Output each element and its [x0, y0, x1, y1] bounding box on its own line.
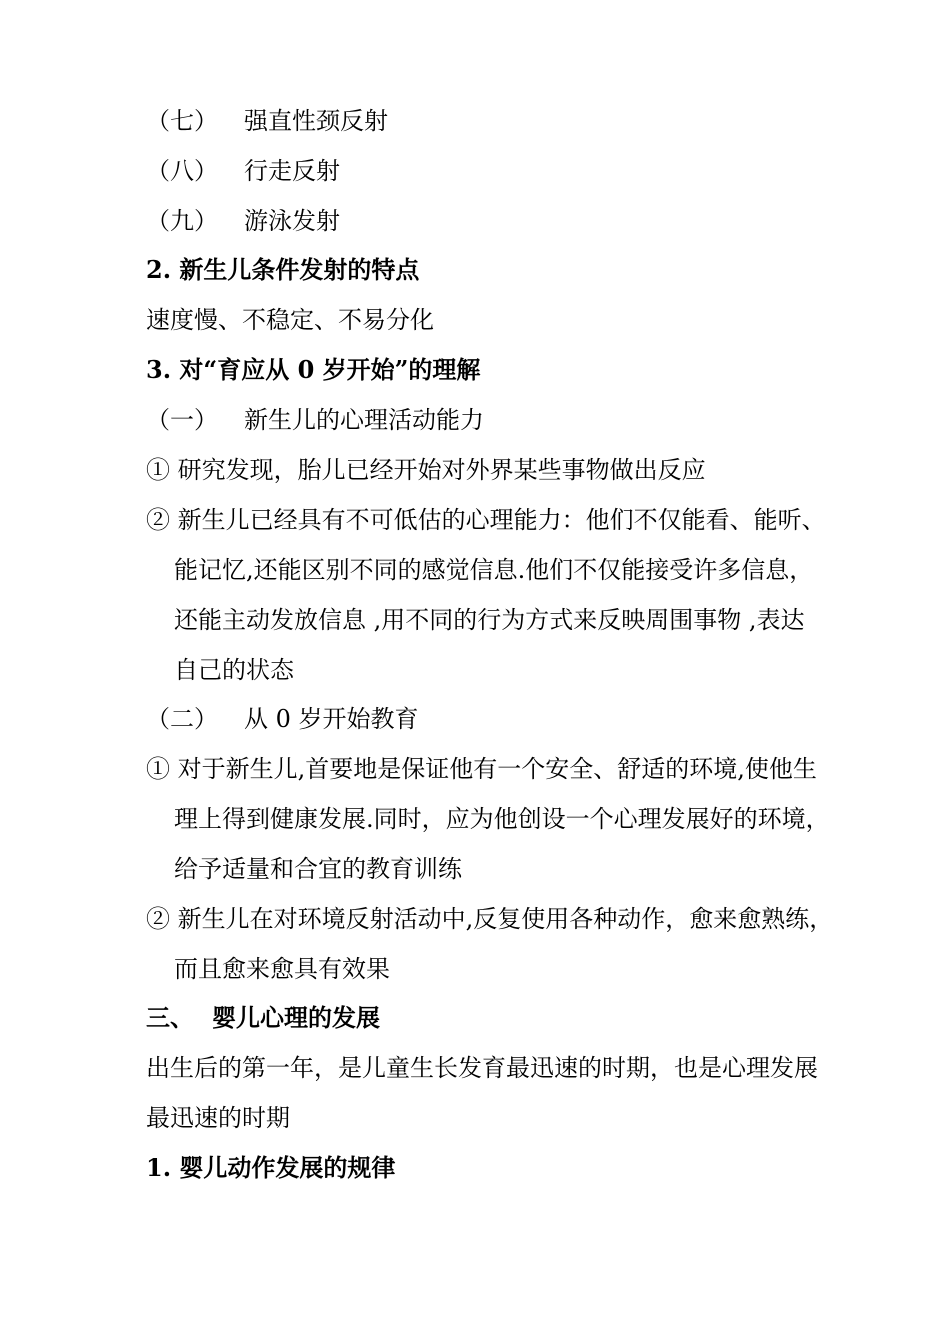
section-heading-2: 2. 新生儿条件发射的特点 [146, 255, 420, 284]
item-label: （二） [146, 705, 218, 733]
list-item: ② 新生儿在对环境反射活动中,反复使用各种动作，愈来愈熟练， [146, 905, 834, 933]
paragraph-line: 最迅速的时期 [146, 1104, 290, 1132]
paragraph-line: 出生后的第一年，是儿童生长发育最迅速的时期，也是心理发展 [146, 1054, 818, 1082]
item-label: （七） [146, 107, 218, 135]
reflex-item-9 [146, 206, 340, 236]
reflex-item-7 [146, 106, 388, 136]
item-label: （八） [146, 157, 218, 185]
reflex-item-8 [146, 156, 340, 186]
list-item-continuation: 还能主动发放信息 ,用不同的行为方式来反映周围事物 ,表达 [174, 606, 805, 634]
list-item-continuation: 能记忆,还能区别不同的感觉信息.他们不仅能接受许多信息， [174, 556, 814, 584]
list-item-continuation: 理上得到健康发展.同时，应为他创设一个心理发展好的环境， [174, 805, 830, 833]
item-text: 从 0 岁开始教育 [244, 705, 419, 733]
heading-text: 婴儿心理的发展 [212, 1003, 380, 1032]
subsection-item-1 [146, 405, 484, 435]
paragraph-line: 速度慢、不稳定、不易分化 [146, 306, 434, 334]
list-item: ② 新生儿已经具有不可低估的心理能力：他们不仅能看、能听、 [146, 506, 826, 534]
item-text: 行走反射 [244, 157, 340, 185]
list-item-continuation: 给予适量和合宜的教育训练 [174, 855, 462, 883]
chapter-heading [146, 1003, 380, 1033]
list-item-continuation: 自己的状态 [174, 656, 294, 684]
section-heading-3: 3. 对“育应从 0 岁开始”的理解 [146, 355, 481, 384]
heading-number: 三、 [146, 1003, 194, 1032]
item-text: 新生儿的心理活动能力 [244, 406, 484, 434]
subsection-item-2 [146, 704, 419, 734]
item-label: （一） [146, 406, 218, 434]
item-label: （九） [146, 207, 218, 235]
list-item-continuation: 而且愈来愈具有效果 [174, 955, 390, 983]
list-item: ① 研究发现，胎儿已经开始对外界某些事物做出反应 [146, 456, 706, 484]
list-item: ① 对于新生儿,首要地是保证他有一个安全、舒适的环境,使他生 [146, 755, 817, 783]
section-heading-1: 1. 婴儿动作发展的规律 [146, 1153, 396, 1182]
item-text: 游泳发射 [244, 207, 340, 235]
item-text: 强直性颈反射 [244, 107, 388, 135]
